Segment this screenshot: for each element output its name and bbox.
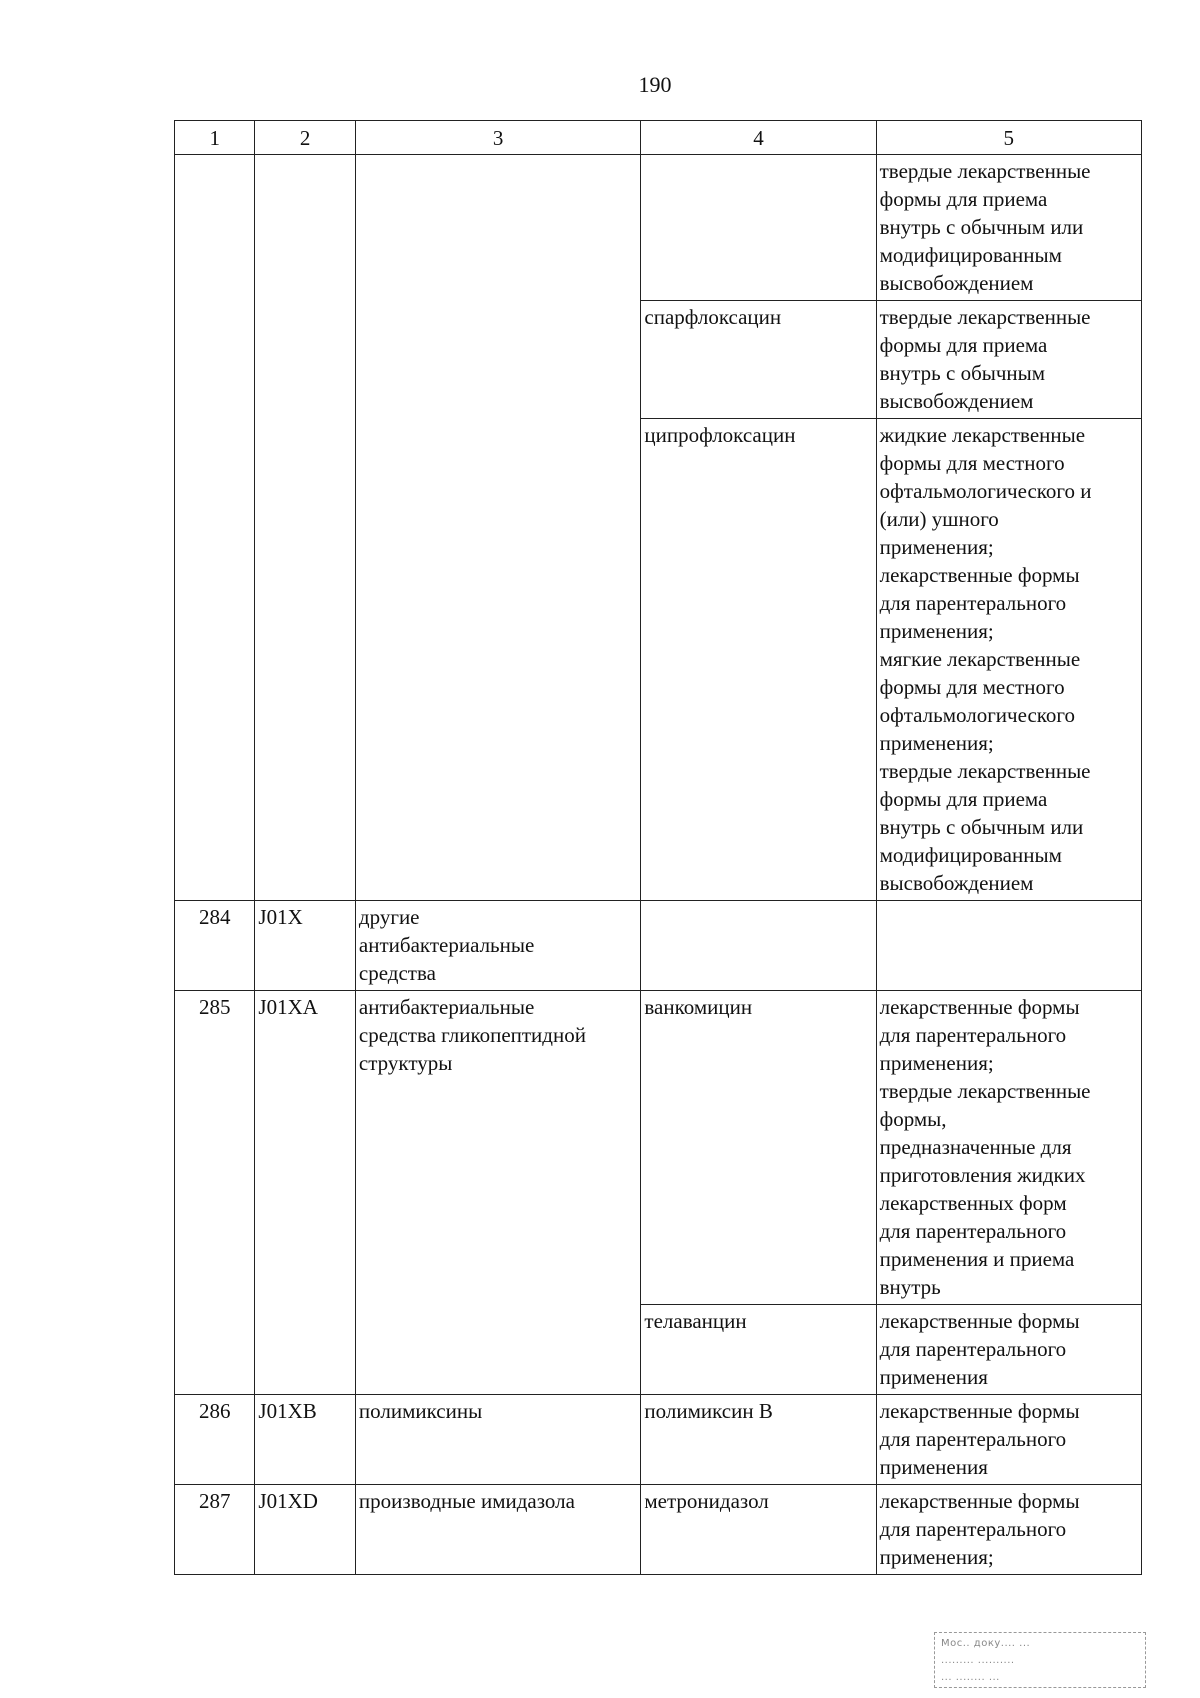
dosage-form-line: внутрь с обычным или bbox=[879, 215, 1084, 239]
dosage-forms bbox=[876, 1485, 1141, 1575]
atc-group bbox=[355, 419, 640, 901]
page-number: 190 bbox=[638, 72, 672, 97]
dosage-forms bbox=[876, 991, 1141, 1305]
dosage-form-line: внутрь с обычным bbox=[879, 361, 1046, 385]
atc-code bbox=[255, 419, 356, 901]
drug-name: метронидазол bbox=[641, 1485, 876, 1575]
table-row bbox=[175, 155, 1142, 301]
dosage-form-line: твердые лекарственные bbox=[879, 1079, 1091, 1103]
atc-group-line: антибактериальные bbox=[358, 995, 535, 1019]
dosage-form-line: применения bbox=[879, 1455, 988, 1479]
drug-name bbox=[641, 155, 876, 301]
dosage-form-line: лекарственные формы bbox=[879, 1309, 1080, 1333]
atc-group-line: средства гликопептидной bbox=[358, 1023, 586, 1047]
atc-group bbox=[355, 1305, 640, 1395]
atc-group-line: производные имидазола bbox=[358, 1489, 575, 1513]
drug-table bbox=[174, 120, 1142, 1575]
dosage-form-line: внутрь с обычным или bbox=[879, 815, 1084, 839]
atc-code bbox=[255, 301, 356, 419]
dosage-form-line: (или) ушного bbox=[879, 507, 999, 531]
row-number: 285 bbox=[175, 991, 255, 1305]
dosage-forms bbox=[876, 419, 1141, 901]
atc-code: J01XA bbox=[255, 991, 356, 1305]
atc-code bbox=[255, 1305, 356, 1395]
dosage-form-line: твердые лекарственные bbox=[879, 759, 1091, 783]
drug-name: ванкомицин bbox=[641, 991, 876, 1305]
dosage-form-line: высвобождением bbox=[879, 871, 1034, 895]
table-row bbox=[175, 1305, 1142, 1395]
dosage-forms bbox=[876, 155, 1141, 301]
row-number: 287 bbox=[175, 1485, 255, 1575]
atc-group bbox=[355, 991, 640, 1305]
atc-group-line: антибактериальные bbox=[358, 933, 535, 957]
dosage-form-line: формы для местного bbox=[879, 451, 1065, 475]
dosage-form-line: для парентерального bbox=[879, 1023, 1067, 1047]
stamp-line: ......... .......... bbox=[941, 1655, 1015, 1666]
dosage-form-line: лекарственных форм bbox=[879, 1191, 1067, 1215]
atc-code: J01X bbox=[255, 901, 356, 991]
dosage-form-line: приготовления жидких bbox=[879, 1163, 1086, 1187]
drug-name: ципрофлоксацин bbox=[641, 419, 876, 901]
drug-name bbox=[641, 901, 876, 991]
table-header-row bbox=[175, 121, 1142, 155]
row-number bbox=[175, 155, 255, 301]
row-number bbox=[175, 301, 255, 419]
atc-group bbox=[355, 901, 640, 991]
row-number: 284 bbox=[175, 901, 255, 991]
dosage-form-line: формы для приема bbox=[879, 787, 1048, 811]
drug-name: полимиксин В bbox=[641, 1395, 876, 1485]
dosage-form-line: высвобождением bbox=[879, 271, 1034, 295]
atc-group-line: структуры bbox=[358, 1051, 453, 1075]
dosage-form-line: жидкие лекарственные bbox=[879, 423, 1086, 447]
dosage-form-line: модифицированным bbox=[879, 843, 1062, 867]
table-row bbox=[175, 1485, 1142, 1575]
row-number bbox=[175, 1305, 255, 1395]
dosage-form-line: для парентерального bbox=[879, 591, 1067, 615]
dosage-form-line: высвобождением bbox=[879, 389, 1034, 413]
dosage-form-line: внутрь bbox=[879, 1275, 941, 1299]
dosage-form-line: лекарственные формы bbox=[879, 995, 1080, 1019]
dosage-form-line: твердые лекарственные bbox=[879, 159, 1091, 183]
dosage-form-line: формы для приема bbox=[879, 187, 1048, 211]
dosage-form-line: мягкие лекарственные bbox=[879, 647, 1081, 671]
dosage-form-line: лекарственные формы bbox=[879, 1399, 1080, 1423]
header-col-5: 5 bbox=[876, 121, 1141, 155]
row-number bbox=[175, 419, 255, 901]
table-row bbox=[175, 301, 1142, 419]
dosage-form-line: применения; bbox=[879, 1545, 994, 1569]
atc-group-line: средства bbox=[358, 961, 436, 985]
atc-group-line: другие bbox=[358, 905, 420, 929]
atc-group bbox=[355, 301, 640, 419]
stamp-line: ... ........ ... bbox=[941, 1672, 1000, 1683]
dosage-form-line: для парентерального bbox=[879, 1427, 1067, 1451]
header-col-3: 3 bbox=[355, 121, 640, 155]
dosage-forms bbox=[876, 1395, 1141, 1485]
dosage-form-line: применения; bbox=[879, 619, 994, 643]
atc-group bbox=[355, 1485, 640, 1575]
watermark-stamp bbox=[934, 1632, 1146, 1688]
dosage-form-line: для парентерального bbox=[879, 1337, 1067, 1361]
dosage-form-line: применения bbox=[879, 1365, 988, 1389]
atc-group bbox=[355, 1395, 640, 1485]
atc-group bbox=[355, 155, 640, 301]
dosage-form-line: офтальмологического и bbox=[879, 479, 1092, 503]
atc-code bbox=[255, 155, 356, 301]
table-row bbox=[175, 1395, 1142, 1485]
dosage-forms bbox=[876, 1305, 1141, 1395]
table-row bbox=[175, 419, 1142, 901]
dosage-form-line: формы для местного bbox=[879, 675, 1065, 699]
header-col-4: 4 bbox=[641, 121, 876, 155]
table-row bbox=[175, 901, 1142, 991]
dosage-form-line: для парентерального bbox=[879, 1517, 1067, 1541]
dosage-form-line: модифицированным bbox=[879, 243, 1062, 267]
drug-name: телаванцин bbox=[641, 1305, 876, 1395]
dosage-forms bbox=[876, 301, 1141, 419]
dosage-form-line: применения; bbox=[879, 535, 994, 559]
dosage-form-line: для парентерального bbox=[879, 1219, 1067, 1243]
table-row bbox=[175, 991, 1142, 1305]
drug-name: спарфлоксацин bbox=[641, 301, 876, 419]
dosage-form-line: формы, bbox=[879, 1107, 947, 1131]
dosage-forms bbox=[876, 901, 1141, 991]
dosage-form-line: формы для приема bbox=[879, 333, 1048, 357]
dosage-form-line: применения и приема bbox=[879, 1247, 1075, 1271]
header-col-2: 2 bbox=[255, 121, 356, 155]
header-col-1: 1 bbox=[175, 121, 255, 155]
atc-code: J01XB bbox=[255, 1395, 356, 1485]
dosage-form-line: предназначенные для bbox=[879, 1135, 1072, 1159]
dosage-form-line: применения; bbox=[879, 1051, 994, 1075]
dosage-form-line: лекарственные формы bbox=[879, 1489, 1080, 1513]
row-number: 286 bbox=[175, 1395, 255, 1485]
dosage-form-line: применения; bbox=[879, 731, 994, 755]
stamp-line: Мос.. доку.... ... bbox=[941, 1638, 1031, 1649]
atc-group-line: полимиксины bbox=[358, 1399, 483, 1423]
atc-code: J01XD bbox=[255, 1485, 356, 1575]
dosage-form-line: офтальмологического bbox=[879, 703, 1075, 727]
dosage-form-line: твердые лекарственные bbox=[879, 305, 1091, 329]
dosage-form-line: лекарственные формы bbox=[879, 563, 1080, 587]
